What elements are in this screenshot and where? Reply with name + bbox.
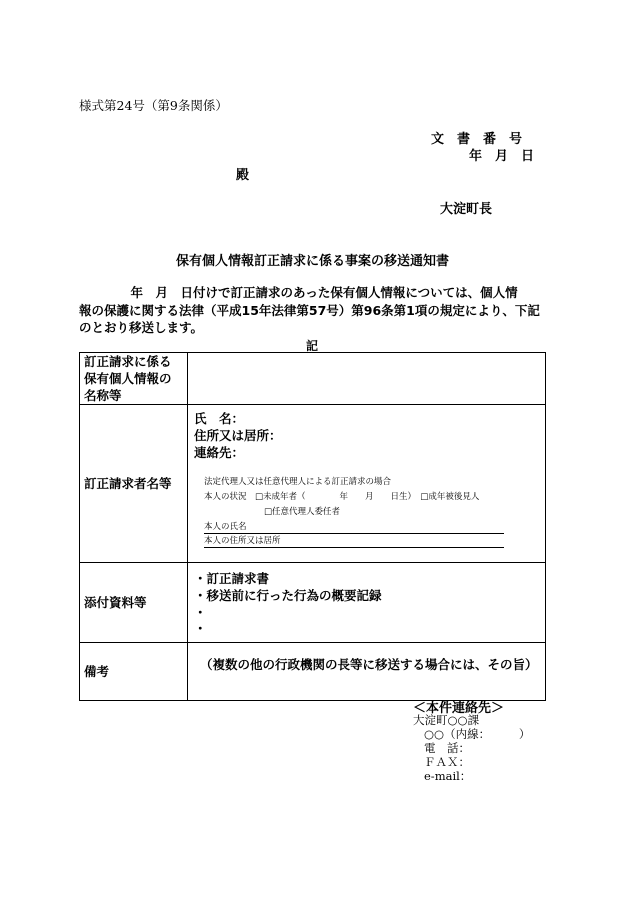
remarks-label: 備考 xyxy=(80,643,188,701)
attachments-label: 添付資料等 xyxy=(80,563,188,643)
voluntary-agent: □任意代理人委任者 xyxy=(264,507,341,517)
attachments-list xyxy=(188,563,546,643)
requester-label: 訂正請求者名等 xyxy=(80,405,188,563)
contact-department: 大淀町○○課 xyxy=(413,713,480,727)
person-address-line xyxy=(204,547,504,548)
personal-info-name-value xyxy=(188,353,546,405)
ki-heading: 記 xyxy=(306,339,319,353)
name-label: 氏 名： xyxy=(194,411,245,426)
table-row xyxy=(80,563,546,643)
table-row xyxy=(80,643,546,701)
attachment-item: ・ xyxy=(194,605,207,620)
contact-fax: ＦＡＸ： xyxy=(424,755,470,769)
body-line-1: 年 月 日付けで訂正請求のあった保有個人情報については、個人情 xyxy=(118,285,518,300)
addressee-suffix: 殿 xyxy=(236,168,250,183)
personal-info-name-label: 訂正請求に係る保有個人情報の名称等 xyxy=(80,353,188,405)
person-status: 本人の状況 □未成年者（ 年 月 日生） □成年被後見人 xyxy=(204,492,480,502)
table-row xyxy=(80,353,546,405)
notice-table xyxy=(79,352,546,701)
contact-tel: 電 話： xyxy=(424,741,470,755)
requester-details xyxy=(188,405,546,563)
document-date: 年 月 日 xyxy=(469,149,535,164)
body-line-3: のとおり移送します。 xyxy=(79,320,204,335)
person-address-label: 本人の住所又は居所 xyxy=(204,536,281,546)
person-name-label: 本人の氏名 xyxy=(204,522,247,532)
contact-label: 連絡先： xyxy=(194,445,245,460)
issuer: 大淀町長 xyxy=(440,202,493,217)
attachment-item: ・移送前に行った行為の概要記録 xyxy=(194,588,382,603)
table-row xyxy=(80,405,546,563)
document-number: 文 書 番 号 xyxy=(431,132,523,147)
body-line-2: 報の保護に関する法律（平成15年法律第57号）第96条第1項の規定により、下記 xyxy=(79,303,540,318)
contact-email: e-mail： xyxy=(424,769,472,783)
contact-person: ○○（内線： ） xyxy=(424,727,531,741)
attachment-item: ・ xyxy=(194,621,207,636)
proxy-heading: 法定代理人又は任意代理人による訂正請求の場合 xyxy=(204,477,392,487)
address-label: 住所又は居所： xyxy=(194,428,282,443)
document-title: 保有個人情報訂正請求に係る事案の移送通知書 xyxy=(176,254,450,269)
remarks-value xyxy=(188,643,546,701)
remarks-text: （複数の他の行政機関の長等に移送する場合には、その旨） xyxy=(200,657,538,672)
form-number: 様式第24号（第9条関係） xyxy=(79,98,228,113)
attachment-item: ・訂正請求書 xyxy=(194,571,270,586)
contact-heading: ＜本件連絡先＞ xyxy=(413,701,505,716)
